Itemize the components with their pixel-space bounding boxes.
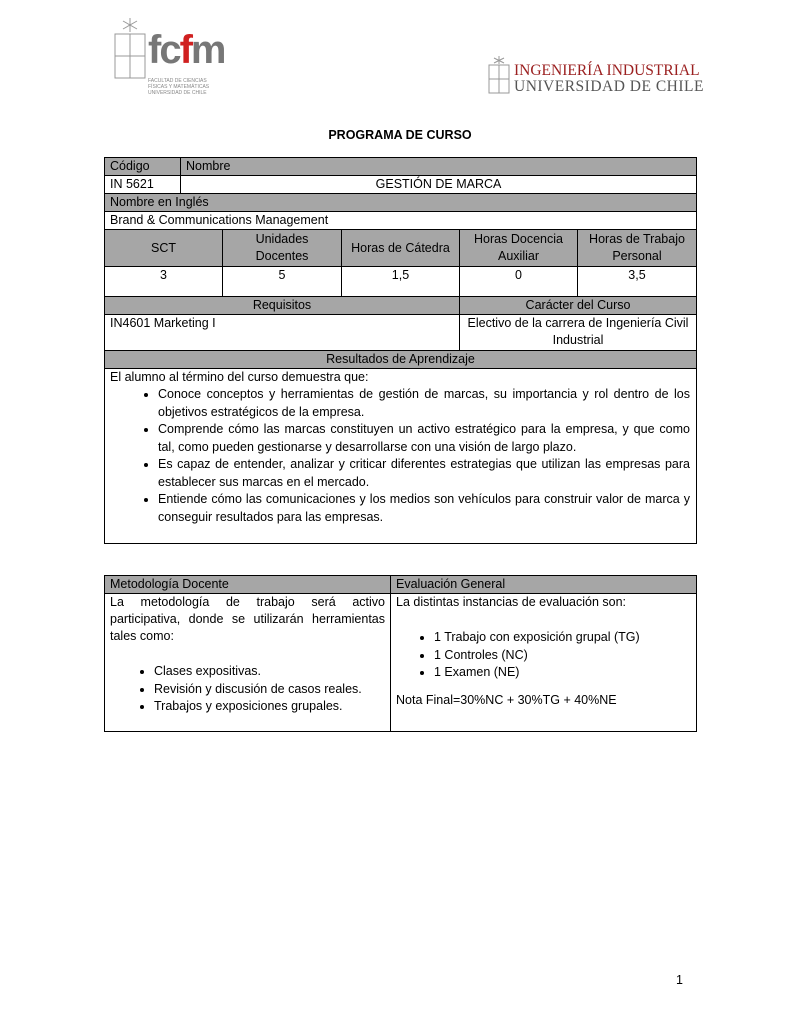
logo-line1: INGENIERÍA INDUSTRIAL — [514, 62, 700, 79]
results-list — [110, 386, 690, 526]
list-item: • 1 Trabajo con exposición grupal (TG) — [434, 629, 691, 647]
fcfm-logo: fcfm FACULTAD DE CIENCIAS FÍSICAS Y MATEMÁTICAS UNIVERSIDAD DE CHILE — [112, 16, 232, 98]
university-seal-icon — [112, 16, 148, 86]
results-intro: El alumno al término del curso demuestra que: — [110, 370, 369, 384]
page-number: 1 — [676, 973, 683, 987]
list-item: • Conoce conceptos y herramientas de gestión de marcas, su importancia y rol dentro de los objetivos estratégicos de la empresa. — [158, 386, 690, 421]
english-name-label: Nombre en Inglés — [105, 194, 697, 212]
caracter: Electivo de la carrera de Ingeniería Civil Industrial — [460, 315, 697, 351]
list-item: • 1 Controles (NC) — [434, 647, 691, 665]
requisitos-label: Requisitos — [105, 297, 460, 315]
ingenieria-industrial-logo — [487, 55, 704, 97]
university-seal-icon — [487, 55, 511, 95]
logo-line2: UNIVERSIDAD DE CHILE — [514, 78, 704, 95]
method-intro: La metodología de trabajo será activo participativa, donde se utilizarán herramientas tales como: — [110, 595, 385, 643]
hours-header: Unidades Docentes — [223, 230, 342, 267]
final-grade: Nota Final=30%NC + 30%TG + 40%NE — [396, 692, 617, 707]
course-table — [104, 157, 697, 544]
eval-label: Evaluación General — [391, 576, 697, 594]
methods-table — [104, 575, 697, 732]
eval-intro: La distintas instancias de evaluación son: — [396, 595, 627, 609]
course-code: IN 5621 — [105, 176, 181, 194]
method-label: Metodología Docente — [105, 576, 391, 594]
hours-value: 3 — [105, 267, 223, 297]
english-name: Brand & Communications Management — [105, 212, 697, 230]
list-item: • Trabajos y exposiciones grupales. — [154, 698, 385, 716]
list-item: • Clases expositivas. — [154, 663, 385, 681]
list-item: • 1 Examen (NE) — [434, 664, 691, 682]
caracter-label: Carácter del Curso — [460, 297, 697, 315]
list-item: • Comprende cómo las marcas constituyen un activo estratégico para la empresa, y que como tal, como pueden gestionarse y desarrollarse con una visión de largo plazo. — [158, 421, 690, 456]
list-item: • Entiende cómo las comunicaciones y los medios son vehículos para construir valor de marca y conseguir resultados para las empresas. — [158, 491, 690, 526]
hours-header: SCT — [105, 230, 223, 267]
hours-value: 5 — [223, 267, 342, 297]
hours-value: 0 — [460, 267, 578, 297]
hours-header: Horas de Trabajo Personal — [578, 230, 697, 267]
code-label: Código — [105, 158, 181, 176]
requisitos: IN4601 Marketing I — [105, 315, 460, 351]
list-item: • Es capaz de entender, analizar y criticar diferentes estrategias que utilizan las empresas para establecer sus marcas en el mercado. — [158, 456, 690, 491]
hours-header: Horas de Cátedra — [342, 230, 460, 267]
results-label: Resultados de Aprendizaje — [105, 351, 697, 369]
hours-header: Horas Docencia Auxiliar — [460, 230, 578, 267]
course-name: GESTIÓN DE MARCA — [181, 176, 697, 194]
hours-value: 1,5 — [342, 267, 460, 297]
list-item: • Revisión y discusión de casos reales. — [154, 681, 385, 699]
hours-value: 3,5 — [578, 267, 697, 297]
document-title: PROGRAMA DE CURSO — [328, 128, 472, 142]
name-label: Nombre — [181, 158, 697, 176]
